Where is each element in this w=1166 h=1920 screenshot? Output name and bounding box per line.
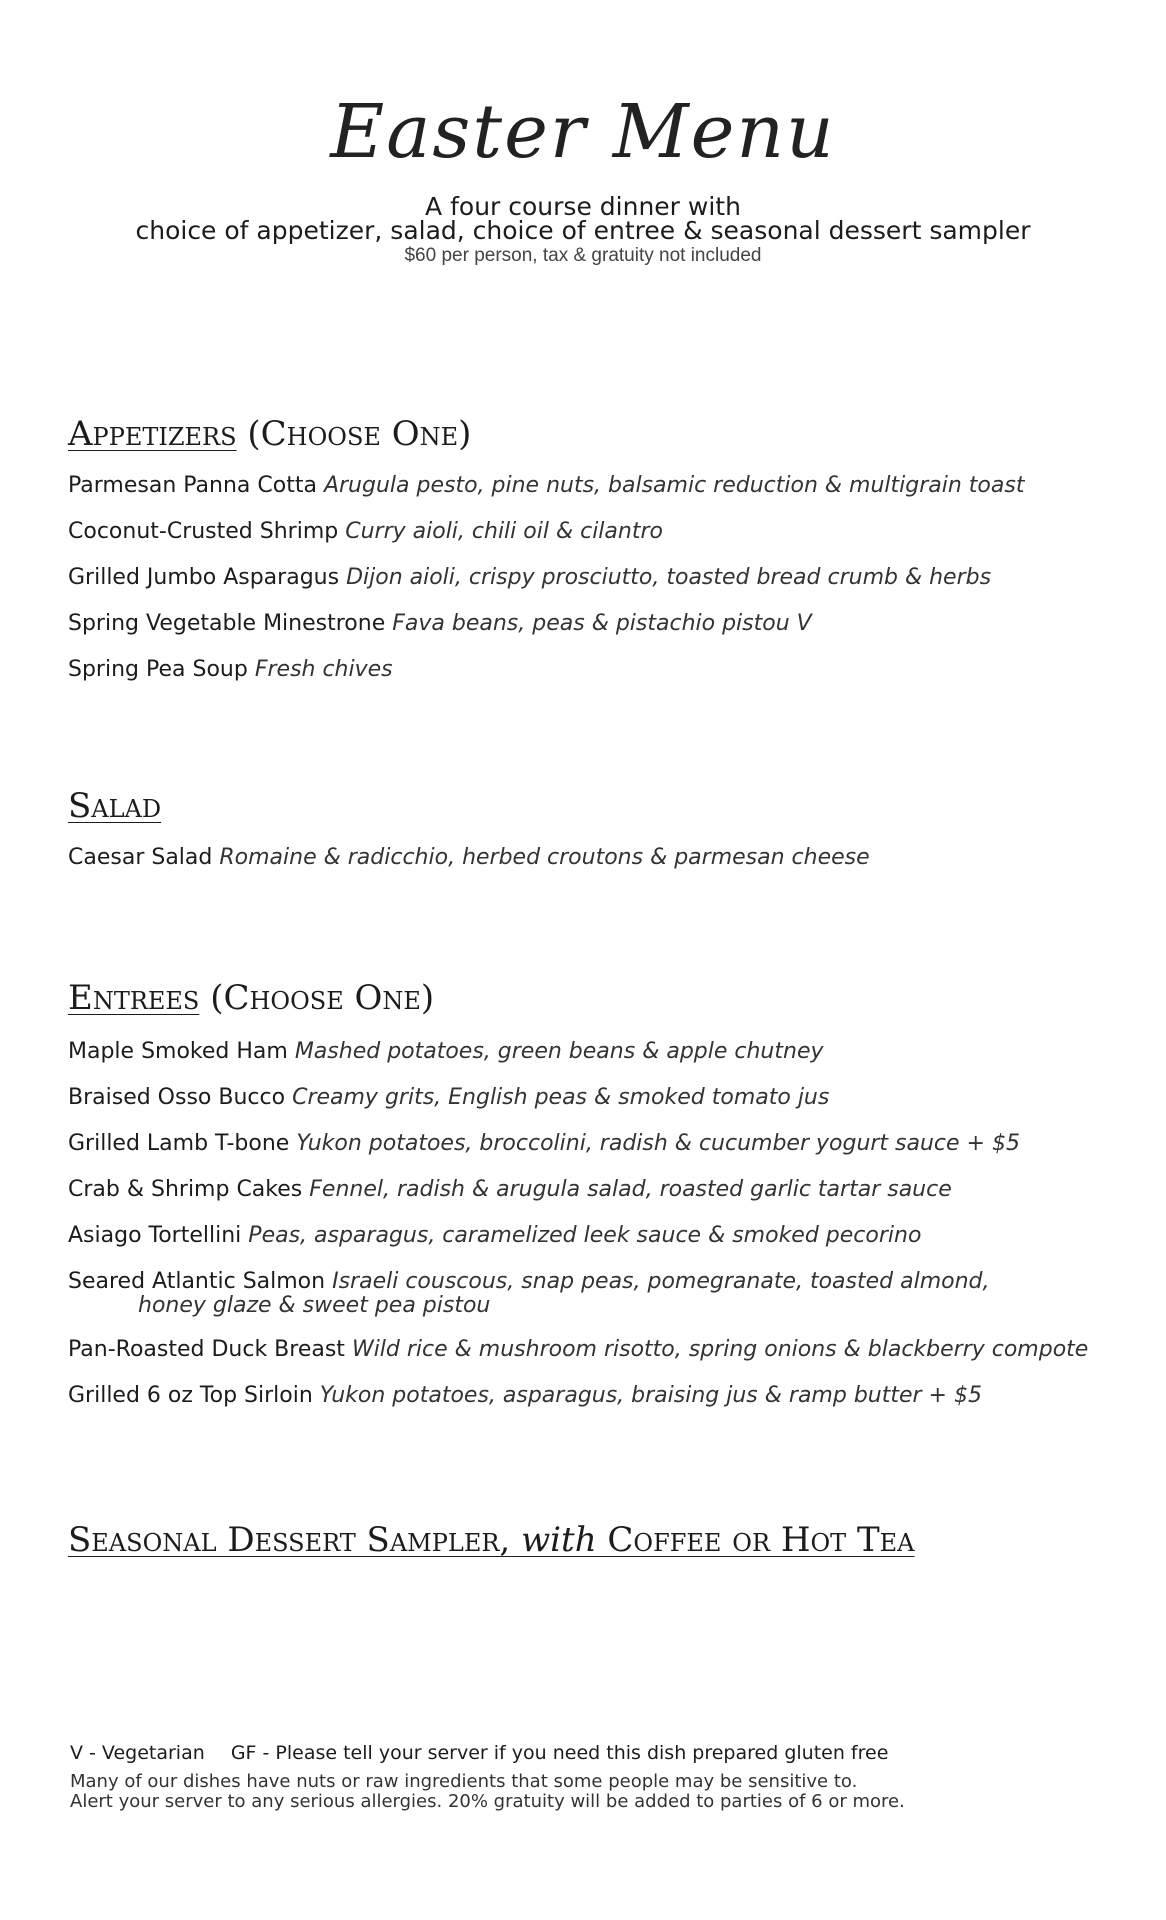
subtitle-line-2: choice of appetizer, salad, choice of entree & seasonal dessert sampler xyxy=(135,216,1031,245)
item-name: Coconut-Crusted Shrimp xyxy=(68,519,339,544)
item-description: Fresh chives xyxy=(254,657,393,682)
dessert-heading-part2: Coffee or Hot Tea xyxy=(607,1520,915,1560)
item-name: Braised Osso Bucco xyxy=(68,1085,286,1110)
item-description: Wild rice & mushroom risotto, spring onions & blackberry compote xyxy=(351,1337,1089,1362)
menu-item xyxy=(68,1086,829,1110)
appetizers-heading-note: (Choose One) xyxy=(247,414,472,454)
entrees-heading-note: (Choose One) xyxy=(210,978,435,1018)
item-name: Spring Pea Soup xyxy=(68,657,248,682)
subtitle-line-1: A four course dinner with xyxy=(425,192,741,221)
item-description: Yukon potatoes, asparagus, braising jus & ramp butter + $5 xyxy=(319,1383,982,1408)
menu-item xyxy=(68,612,812,636)
item-description: Peas, asparagus, caramelized leek sauce & smoked pecorino xyxy=(248,1223,922,1248)
item-name: Crab & Shrimp Cakes xyxy=(68,1177,303,1202)
menu-item xyxy=(68,566,991,590)
menu-item xyxy=(68,846,870,870)
dessert-heading-with: with xyxy=(521,1520,597,1560)
allergy-disclaimer-line-2: Alert your server to any serious allergies. 20% gratuity will be added to parties of 6 or more. xyxy=(70,1791,905,1812)
item-name: Asiago Tortellini xyxy=(68,1223,242,1248)
salad-heading-label: Salad xyxy=(68,786,162,826)
dietary-legend xyxy=(70,1742,888,1764)
menu-item xyxy=(68,520,663,544)
item-description: Yukon potatoes, broccolini, radish & cucumber yogurt sauce + $5 xyxy=(296,1131,1020,1156)
menu-item xyxy=(68,474,1024,498)
menu-item xyxy=(68,1040,824,1064)
menu-item xyxy=(68,1338,1088,1362)
item-description: Fennel, radish & arugula salad, roasted garlic tartar sauce xyxy=(309,1177,952,1202)
dessert-heading-part1: Seasonal Dessert Sampler, xyxy=(68,1520,511,1560)
dessert-heading xyxy=(68,1520,915,1560)
item-description: Israeli couscous, snap peas, pomegranate, toasted almond, xyxy=(332,1269,990,1294)
item-name: Pan-Roasted Duck Breast xyxy=(68,1337,345,1362)
item-name: Maple Smoked Ham xyxy=(68,1039,288,1064)
item-name: Parmesan Panna Cotta xyxy=(68,473,317,498)
item-description: Creamy grits, English peas & smoked tomato jus xyxy=(292,1085,830,1110)
legend-vegetarian: V - Vegetarian xyxy=(70,1742,205,1764)
item-description: Curry aioli, chili oil & cilantro xyxy=(345,519,663,544)
entrees-heading xyxy=(68,978,434,1018)
item-description: Fava beans, peas & pistachio pistou V xyxy=(392,611,812,636)
item-description: Romaine & radicchio, herbed croutons & parmesan cheese xyxy=(219,845,870,870)
item-description: Mashed potatoes, green beans & apple chutney xyxy=(294,1039,824,1064)
menu-item xyxy=(68,1270,990,1318)
item-name: Caesar Salad xyxy=(68,845,213,870)
item-name: Grilled Jumbo Asparagus xyxy=(68,565,340,590)
allergy-disclaimer-line-1: Many of our dishes have nuts or raw ingredients that some people may be sensitive to. xyxy=(70,1771,858,1792)
legend-gluten-free: GF - Please tell your server if you need this dish prepared gluten free xyxy=(230,1742,889,1764)
appetizers-heading xyxy=(68,414,471,454)
item-description: Arugula pesto, pine nuts, balsamic reduction & multigrain toast xyxy=(323,473,1025,498)
price-note: $60 per person, tax & gratuity not included xyxy=(404,245,762,266)
item-name: Spring Vegetable Minestrone xyxy=(68,611,386,636)
item-description-continued: honey glaze & sweet pea pistou xyxy=(138,1293,491,1318)
item-name: Grilled Lamb T-bone xyxy=(68,1131,290,1156)
dessert-heading-text xyxy=(68,1520,915,1560)
item-name: Seared Atlantic Salmon xyxy=(68,1269,326,1294)
item-name: Grilled 6 oz Top Sirloin xyxy=(68,1383,313,1408)
menu-item xyxy=(68,658,393,682)
menu-item xyxy=(68,1224,921,1248)
appetizers-heading-label: Appetizers xyxy=(68,414,237,454)
menu-item xyxy=(68,1132,1020,1156)
item-description: Dijon aioli, crispy prosciutto, toasted bread crumb & herbs xyxy=(346,565,992,590)
menu-item xyxy=(68,1178,952,1202)
menu-title: Easter Menu xyxy=(330,89,836,175)
entrees-heading-label: Entrees xyxy=(68,978,200,1018)
menu-item xyxy=(68,1384,982,1408)
salad-heading xyxy=(68,786,161,826)
